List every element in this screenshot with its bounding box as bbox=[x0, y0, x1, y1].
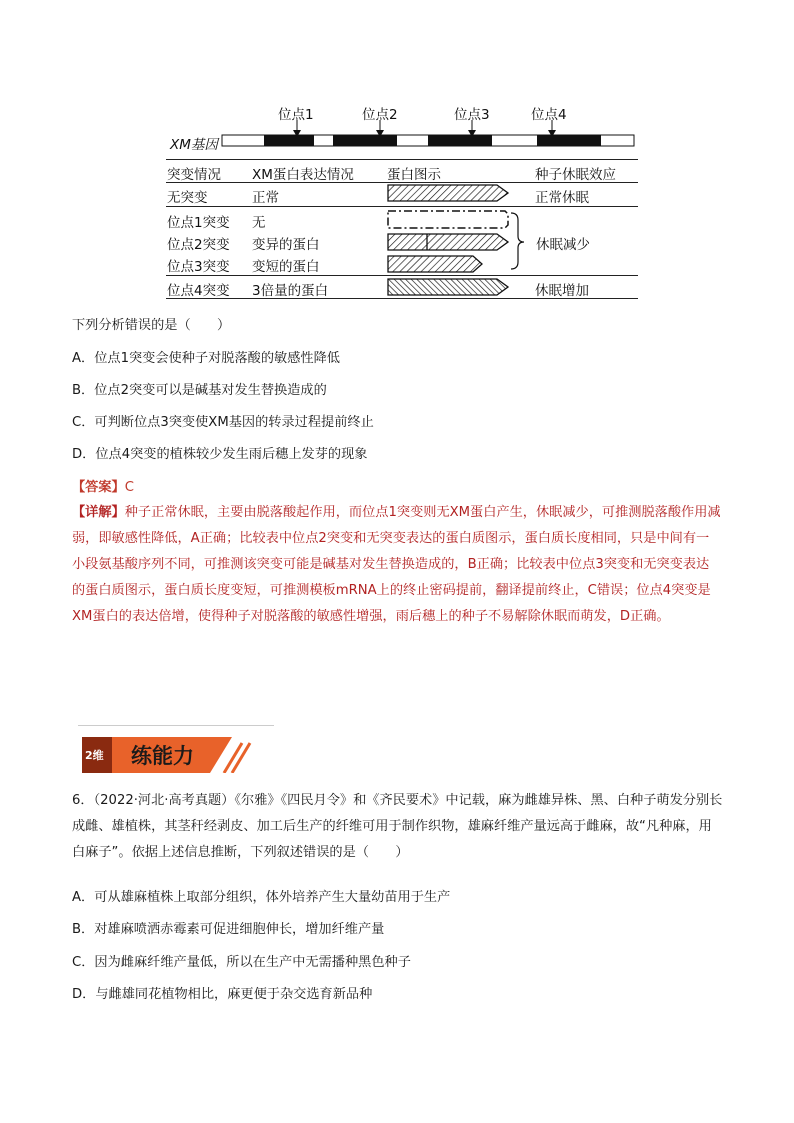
site-label-3: 位点3 bbox=[454, 107, 490, 123]
protein-diagrams bbox=[385, 180, 535, 300]
question6-option-c: C．因为雌麻纤维产量低，所以在生产中无需播种黑色种子 bbox=[72, 955, 411, 970]
site-label-1: 位点1 bbox=[278, 107, 314, 123]
question6-stem: 6．（2022·河北·高考真题）《尔雅》《四民月令》和《齐民要术》中记载，麻为雌雄异株、黑、白种子萌发分别长成雌、雄植株，其茎秆经剥皮、加工后生产的纤维可用于制作织物，雄麻纤维产量远高于雌麻，故“凡种麻，用白麻子”。依据上述信息推断，下列叙述错误的是（ ） bbox=[72, 793, 723, 860]
section-badge: 2维 bbox=[85, 749, 104, 762]
row-mutation: 位点4突变 bbox=[167, 283, 230, 299]
question5-option-c: C．可判断位点3突变使XM基因的转录过程提前终止 bbox=[72, 415, 374, 430]
row-expression: 正常 bbox=[252, 190, 279, 206]
header-expression: XM蛋白表达情况 bbox=[252, 167, 354, 183]
site-label-2: 位点2 bbox=[362, 107, 398, 123]
explanation-tag: 【详解】 bbox=[72, 505, 125, 520]
protein-none bbox=[388, 211, 508, 228]
protein-triple bbox=[388, 279, 508, 295]
row-effect: 正常休眠 bbox=[535, 190, 589, 206]
group-effect: 休眠减少 bbox=[536, 237, 590, 253]
row-mutation: 无突变 bbox=[167, 190, 208, 206]
question6-option-a: A．可从雄麻植株上取部分组织，体外培养产生大量幼苗用于生产 bbox=[72, 890, 451, 905]
gene-label: XM基因 bbox=[170, 137, 218, 153]
header-protein-diagram: 蛋白图示 bbox=[387, 167, 441, 183]
answer-value: C bbox=[124, 480, 134, 495]
gene-bar bbox=[220, 118, 640, 150]
header-dormancy-effect: 种子休眠效应 bbox=[535, 167, 616, 183]
row-mutation: 位点1突变 bbox=[167, 215, 230, 231]
question6-option-d: D．与雌雄同花植物相比，麻更便于杂交选育新品种 bbox=[72, 987, 373, 1002]
question5-stem: 下列分析错误的是（ ） bbox=[72, 318, 231, 333]
section-title: 练能力 bbox=[131, 744, 194, 768]
protein-short bbox=[388, 256, 482, 272]
row-mutation: 位点3突变 bbox=[167, 259, 230, 275]
row-mutation: 位点2突变 bbox=[167, 237, 230, 253]
explanation bbox=[72, 500, 722, 630]
site-label-4: 位点4 bbox=[531, 107, 567, 123]
question5-option-a: A．位点1突变会使种子对脱落酸的敏感性降低 bbox=[72, 351, 340, 366]
protein-normal bbox=[388, 185, 508, 201]
section-divider bbox=[78, 725, 274, 726]
protein-variant bbox=[388, 234, 508, 250]
row-expression: 变短的蛋白 bbox=[252, 259, 320, 275]
row-expression: 无 bbox=[252, 215, 266, 231]
answer-line bbox=[72, 476, 134, 495]
question6-option-b: B．对雄麻喷洒赤霉素可促进细胞伸长，增加纤维产量 bbox=[72, 922, 385, 937]
question5-option-d: D．位点4突变的植株较少发生雨后穗上发芽的现象 bbox=[72, 447, 368, 462]
header-mutation: 突变情况 bbox=[167, 167, 221, 183]
explanation-text: 种子正常休眠，主要由脱落酸起作用，而位点1突变则无XM蛋白产生，休眠减少，可推测脱落酸作用减弱，即敏感性降低，A正确；比较表中位点2突变和无突变表达的蛋白质图示，蛋白质长度相同，只是中间有一小段氨基酸序列不同，可推测该突变可能是碱基对发生替换造成的，B正确；比较表中位点3突变和无突变表达的蛋白质图示，蛋白质长度变短，可推测模板mRNA上的终止密码提前，翻译提前终止，C错误；位点4突变是XM蛋白的表达倍增，使得种子对脱落酸的敏感性增强，雨后穗上的种子不易解除休眠而萌发，D正确。 bbox=[72, 505, 721, 624]
row-expression: 变异的蛋白 bbox=[252, 237, 320, 253]
answer-tag: 【答案】 bbox=[72, 480, 125, 495]
question5-option-b: B．位点2突变可以是碱基对发生替换造成的 bbox=[72, 383, 327, 398]
row-expression: 3倍量的蛋白 bbox=[252, 283, 329, 299]
row-effect: 休眠增加 bbox=[535, 283, 589, 299]
